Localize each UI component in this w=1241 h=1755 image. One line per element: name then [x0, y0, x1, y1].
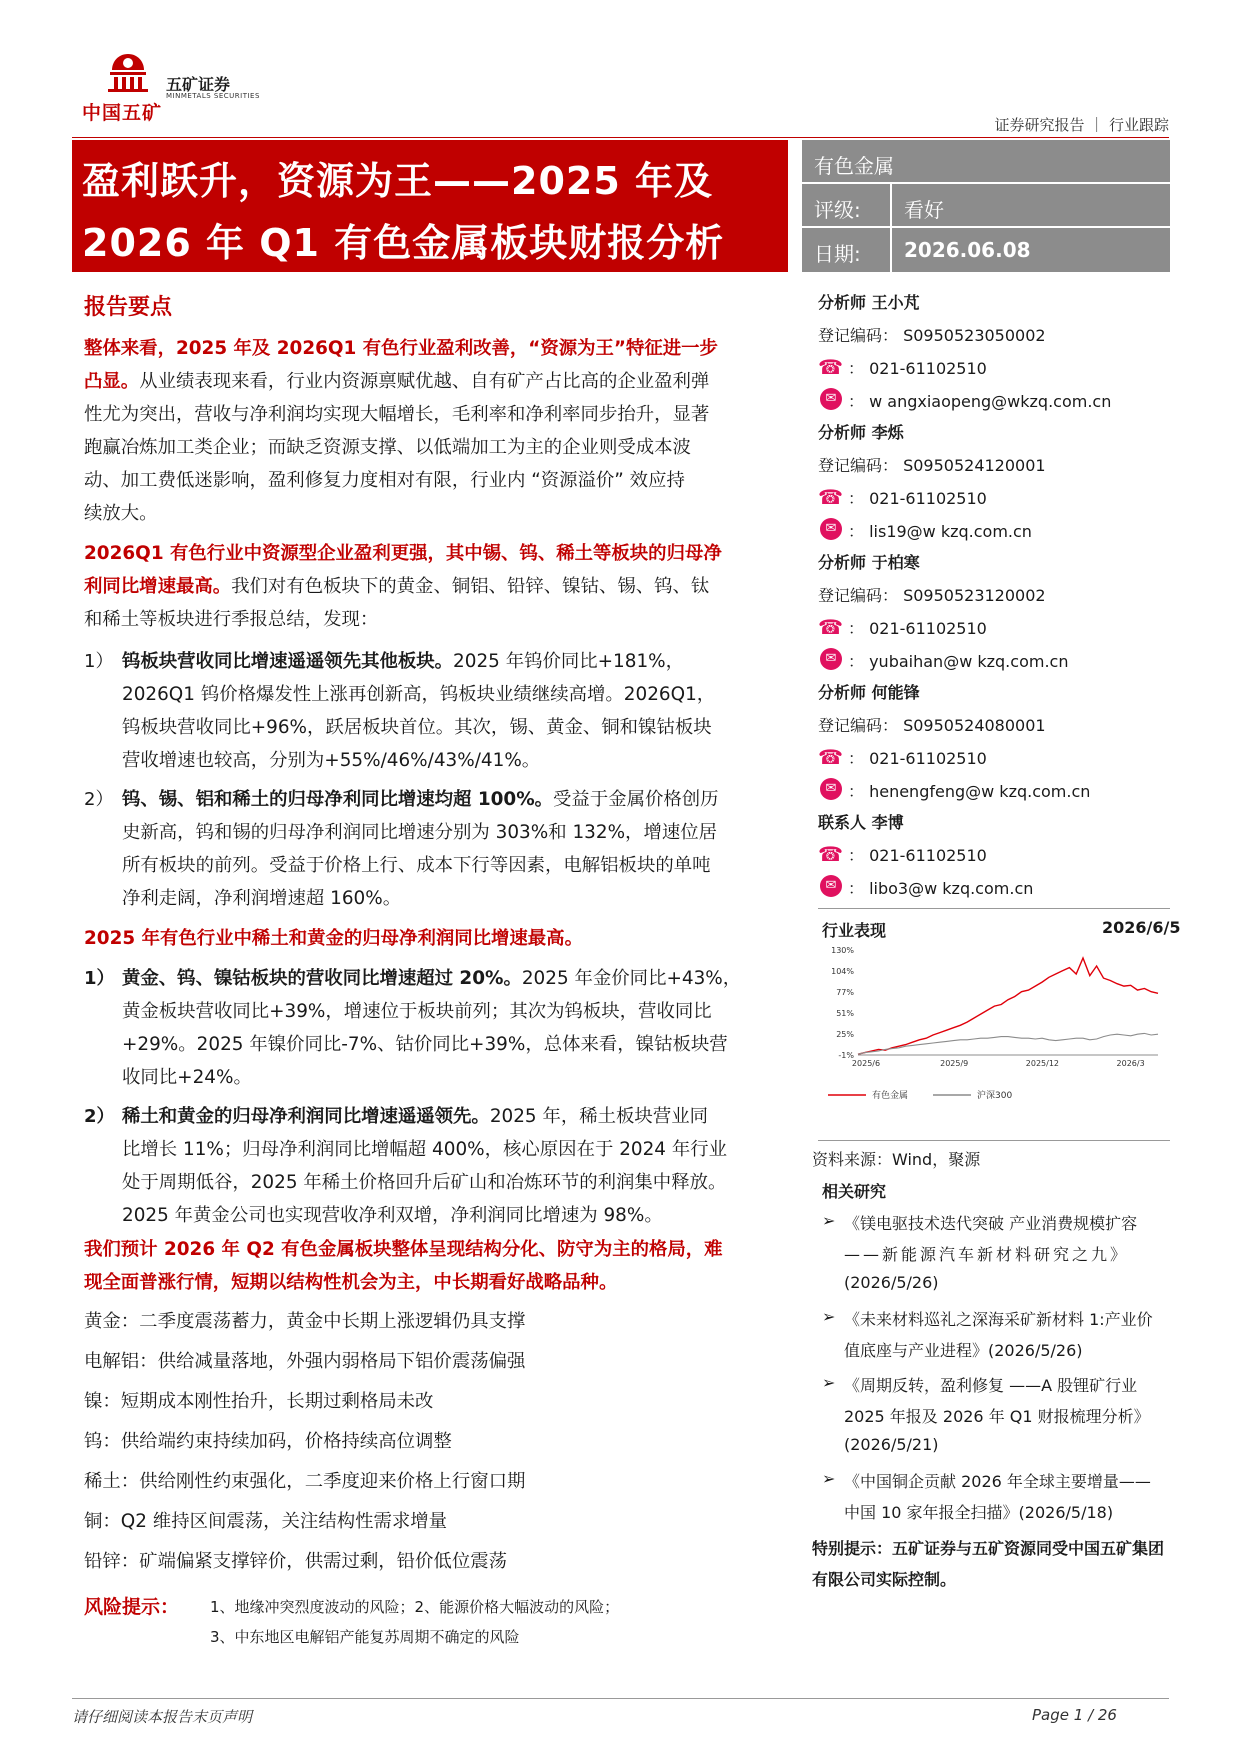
m1-first: 2025 年金价同比+43%，	[521, 968, 742, 989]
l2-line4: 净利走阔，净利润增速超 160%。	[122, 888, 402, 909]
analyst-title: 分析师 李烁	[818, 423, 904, 442]
related-line: 值底座与产业进程》(2026/5/26)	[844, 1341, 1083, 1360]
rating-divider	[890, 184, 892, 228]
p1-red-line1: 整体来看，2025 年及 2026Q1 有色行业盈利改善，“资源为王”特征进一步	[84, 338, 718, 359]
y-tick-label: 25%	[836, 1030, 854, 1039]
y-tick-label: 77%	[836, 988, 854, 997]
analyst-title: 分析师 于柏寒	[818, 553, 920, 572]
sector-row	[802, 140, 1170, 184]
data-source: 资料来源：Wind，聚源	[812, 1150, 981, 1169]
logo-text-english: MINMETALS SECURITIES	[166, 92, 260, 100]
m2-bold: 稀土和黄金的归母净利润同比增速遥遥领先。	[122, 1106, 490, 1127]
related-research-title: 相关研究	[822, 1182, 887, 1201]
list-number: 2）	[84, 1106, 115, 1127]
related-line: 《镁电驱技术迭代突破 产业消费规模扩容	[844, 1214, 1138, 1233]
p2-line2	[84, 570, 709, 603]
p1-line5: 动、加工费低迷影响，盈利修复力度相对有限，行业内 “资源溢价” 效应持	[84, 470, 685, 491]
date-value: 2026.06.08	[904, 238, 1031, 262]
p2-line3: 和稀土等板块进行季报总结，发现：	[84, 609, 379, 630]
contact-title: 联系人 李博	[818, 813, 904, 832]
x-tick-label: 2025/9	[940, 1059, 969, 1068]
industry-performance-chart	[818, 940, 1170, 1135]
series-line-csi300	[858, 1033, 1158, 1054]
y-tick-label: -1%	[838, 1051, 854, 1060]
email-icon: ✉	[820, 388, 842, 410]
analyst-email[interactable]: ： w angxiaopeng@wkzq.com.cn	[848, 392, 1112, 411]
l1-first: 2025 年钨价同比+181%，	[453, 651, 685, 672]
china-minmetals-logo-icon	[104, 52, 152, 92]
report-title-line1: 盈利跃升，资源为王——2025 年及	[82, 159, 713, 203]
m2-first: 2025 年，稀土板块营业同	[489, 1106, 708, 1127]
analyst-tel: ： 021-61102510	[848, 489, 987, 508]
l1-line2: 2026Q1 钨价格爆发性上涨再创新高，钨板块业绩继续高增。2026Q1，	[122, 684, 716, 705]
l1-bold: 钨板块营收同比增速遥遥领先其他板块。	[122, 651, 454, 672]
contact-tel: ： 021-61102510	[848, 846, 987, 865]
l2-bold: 钨、锡、铝和稀土的归母净利同比增速均超 100%。	[122, 789, 554, 810]
y-tick-label: 104%	[831, 967, 854, 976]
p1-line4: 跑赢冶炼加工类企业；而缺乏资源支撑、以低端加工为主的企业则受成本波	[84, 437, 691, 458]
analyst-tel: ： 021-61102510	[848, 619, 987, 638]
email-icon: ✉	[820, 778, 842, 800]
metal-outlook-lead-zinc: 铅锌：矿端偏紧支撑锌价，供需过剩，铅价低位震荡	[84, 1551, 507, 1572]
list-number: 2）	[84, 789, 114, 810]
metal-outlook-rare-earth: 稀土：供给刚性约束强化，二季度迎来价格上行窗口期	[84, 1471, 526, 1492]
analyst-reg: 登记编码： S0950523050002	[818, 326, 1046, 345]
l2-line3: 所有板块的前列。受益于价格上行、成本下行等因素，电解铝板块的单吨	[122, 855, 711, 876]
list-number: 1）	[84, 651, 114, 672]
m2-line2: 比增长 11%；归母净利润同比增幅超 400%，核心原因在于 2024 年行业	[122, 1139, 728, 1160]
p2-red-line2: 利同比增速最高。	[84, 576, 232, 597]
analyst-reg: 登记编码： S0950523120002	[818, 586, 1046, 605]
report-title-line2: 2026 年 Q1 有色金属板块财报分析	[82, 221, 725, 265]
rating-row	[802, 184, 1170, 228]
phone-icon: ☎	[818, 615, 843, 639]
analyst-email[interactable]: ： lis19@w kzq.com.cn	[848, 522, 1032, 541]
y-tick-label: 130%	[831, 946, 854, 955]
m1-line1	[122, 962, 741, 995]
x-tick-label: 2026/3	[1116, 1059, 1145, 1068]
analyst-email[interactable]: ： yubaihan@w kzq.com.cn	[848, 652, 1069, 671]
metal-outlook-gold: 黄金：二季度震荡蓄力，黄金中长期上涨逻辑仍具支撑	[84, 1311, 526, 1332]
m2-line3: 处于周期低谷，2025 年稀土价格回升后矿山和冶炼环节的利润集中释放。	[122, 1172, 727, 1193]
m1-line2: 黄金板块营收同比+39%，增速位于板块前列；其次为钨板块，营收同比	[122, 1001, 712, 1022]
l1-line4: 营收增速也较高，分别为+55%/46%/43%/41%。	[122, 750, 541, 771]
analyst-email[interactable]: ： henengfeng@w kzq.com.cn	[848, 782, 1091, 801]
p1-red-line2: 凸显。	[84, 371, 140, 392]
special-note-line2: 有限公司实际控制。	[812, 1570, 957, 1589]
m2-line4: 2025 年黄金公司也实现营收净利双增，净利润同比增速为 98%。	[122, 1205, 663, 1226]
date-row	[802, 228, 1170, 272]
logo-text-minmetals-securities: 五矿证券	[166, 75, 231, 94]
related-line: 《周期反转，盈利修复 ——A 股锂矿行业	[844, 1376, 1138, 1395]
x-tick-label: 2025/12	[1025, 1059, 1060, 1068]
bullet-arrow-icon: ➢	[822, 1307, 836, 1326]
phone-icon: ☎	[818, 355, 843, 379]
date-label: 日期:	[814, 242, 861, 266]
metal-outlook-aluminum: 电解铝：供给减量落地，外强内弱格局下铝价震荡偏强	[84, 1351, 526, 1372]
p1-rest-first: 从业绩表现来看，行业内资源禀赋优越、自有矿产占比高的企业盈利弹	[139, 371, 710, 392]
metal-outlook-nickel: 镍：短期成本刚性抬升，长期过剩格局未改	[84, 1391, 434, 1412]
list-number: 1）	[84, 968, 115, 989]
l1-line3: 钨板块营收同比+96%，跃居板块首位。其次，锡、黄金、铜和镍钴板块	[122, 717, 712, 738]
p1-line2	[84, 365, 709, 398]
analyst-title: 分析师 何能锋	[818, 683, 920, 702]
email-icon: ✉	[820, 875, 842, 897]
report-type: 证券研究报告 ｜ 行业跟踪	[994, 116, 1169, 134]
p1-line3: 性尤为突出，营收与净利润均实现大幅增长，毛利率和净利率同步抬升，显著	[84, 404, 710, 425]
analyst-tel: ： 021-61102510	[848, 749, 987, 768]
date-divider	[890, 228, 892, 272]
header-divider	[72, 137, 1169, 138]
risk-line2: 3、中东地区电解铝产能复苏周期不确定的风险	[210, 1628, 520, 1646]
m1-line4: 收同比+24%。	[122, 1067, 252, 1088]
footer-divider	[72, 1698, 1169, 1699]
bullet-arrow-icon: ➢	[822, 1211, 836, 1230]
related-line: ——新能源汽车新材料研究之九》	[844, 1245, 1130, 1264]
contact-email[interactable]: ： libo3@w kzq.com.cn	[848, 879, 1034, 898]
bullet-arrow-icon: ➢	[822, 1469, 836, 1488]
logo-text-china-minmetals: 中国五矿	[82, 102, 163, 124]
rating-label: 评级:	[814, 198, 861, 222]
sector-name: 有色金属	[814, 154, 894, 178]
phone-icon: ☎	[818, 485, 843, 509]
m1-bold: 黄金、钨、镍钴板块的营收同比增速超过 20%。	[122, 968, 522, 989]
series-line-nonferrous	[858, 958, 1158, 1054]
email-icon: ✉	[820, 518, 842, 540]
analyst-title: 分析师 王小芃	[818, 293, 920, 312]
page-number: Page 1 / 26	[1032, 1706, 1117, 1724]
p4-red-line1: 我们预计 2026 年 Q2 有色金属板块整体呈现结构分化、防守为主的格局，难	[84, 1239, 723, 1260]
related-line: 《未来材料巡礼之深海采矿新材料 1:产业价	[844, 1310, 1153, 1329]
risk-line1: 1、地缘冲突烈度波动的风险；2、能源价格大幅波动的风险；	[210, 1598, 620, 1616]
related-line: 2025 年报及 2026 年 Q1 财报梳理分析》	[844, 1407, 1150, 1426]
p4-red-line2: 现全面普涨行情，短期以结构性机会为主，中长期看好战略品种。	[84, 1272, 618, 1293]
chart-date: 2026/6/5	[1102, 918, 1181, 937]
related-line: 中国 10 家年报全扫描》(2026/5/18)	[844, 1503, 1114, 1522]
metal-outlook-copper: 铜：Q2 维持区间震荡，关注结构性需求增量	[84, 1511, 448, 1532]
m1-line3: +29%。2025 年镍价同比-7%、钴价同比+39%，总体来看，镍钴板块营	[122, 1034, 728, 1055]
analyst-tel: ： 021-61102510	[848, 359, 987, 378]
p1-line6: 续放大。	[84, 503, 158, 524]
chart-title: 行业表现	[822, 921, 887, 940]
email-icon: ✉	[820, 648, 842, 670]
phone-icon: ☎	[818, 842, 843, 866]
related-line: (2026/5/21)	[844, 1435, 939, 1454]
special-note-line1: 特别提示：五矿证券与五矿资源同受中国五矿集团	[812, 1539, 1165, 1558]
phone-icon: ☎	[818, 745, 843, 769]
risk-label: 风险提示：	[84, 1596, 180, 1618]
bullet-arrow-icon: ➢	[822, 1373, 836, 1392]
y-tick-label: 51%	[836, 1009, 854, 1018]
l1-line1	[122, 645, 684, 678]
metal-outlook-tungsten: 钨：供给端约束持续加码，价格持续高位调整	[84, 1431, 452, 1452]
legend-label: 沪深300	[977, 1091, 1013, 1101]
analyst-reg: 登记编码： S0950524120001	[818, 456, 1046, 475]
analyst-reg: 登记编码： S0950524080001	[818, 716, 1046, 735]
p2-rest-first: 我们对有色板块下的黄金、铜铝、铅锌、镍钴、锡、钨、钛	[231, 576, 710, 597]
section-heading: 报告要点	[84, 295, 173, 320]
m2-line1	[122, 1100, 708, 1133]
x-tick-label: 2025/6	[851, 1059, 881, 1068]
chart-bottom-divider	[818, 1140, 1170, 1141]
paragraph-3: 2025 年有色行业中稀土和黄金的归母净利润同比增速最高。	[84, 928, 583, 949]
footer-disclaimer: 请仔细阅读本报告末页声明	[72, 1708, 253, 1726]
p2-red-line1: 2026Q1 有色行业中资源型企业盈利更强，其中锡、钨、稀土等板块的归母净	[84, 543, 722, 564]
chart-top-divider	[818, 908, 1170, 909]
legend-label: 有色金属	[872, 1091, 909, 1101]
l2-line1	[122, 783, 719, 816]
l2-first: 受益于金属价格创历	[553, 789, 719, 810]
l2-line2: 史新高，钨和锡的归母净利润同比增速分别为 303%和 132%，增速位居	[122, 822, 718, 843]
rating-value: 看好	[904, 198, 944, 222]
related-line: 《中国铜企贡献 2026 年全球主要增量——	[844, 1472, 1151, 1491]
related-line: (2026/5/26)	[844, 1273, 939, 1292]
